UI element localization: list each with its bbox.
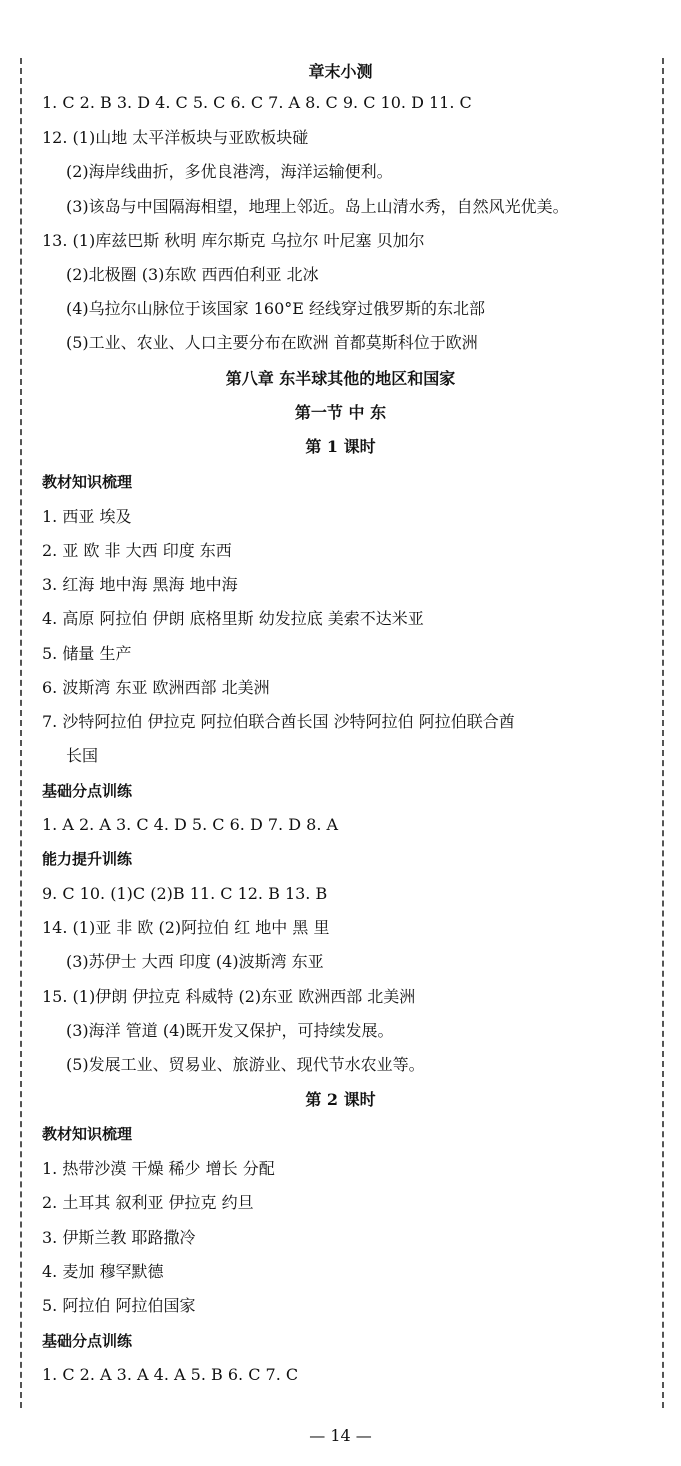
left-binding-line: [20, 58, 22, 1408]
lesson1-k4: 4. 高原 阿拉伯 伊朗 底格里斯 幼发拉底 美索不达米亚: [42, 609, 424, 628]
q13-part3: (4)乌拉尔山脉位于该国家 160°E 经线穿过俄罗斯的东北部: [66, 299, 486, 318]
answers-1-11: 1. C 2. B 3. D 4. C 5. C 6. C 7. A 8. C 9. C 10. D 11. C: [42, 93, 472, 112]
lesson2-title: 第 2 课时: [305, 1090, 376, 1109]
lesson1-heading-basic: 基础分点训练: [42, 782, 133, 800]
lesson1-k6: 6. 波斯湾 东亚 欧洲西部 北美洲: [42, 678, 270, 697]
lesson1-heading-textbook: 教材知识梳理: [42, 473, 133, 491]
section-title: 第一节 中 东: [294, 403, 387, 422]
lesson2-basic-answers: 1. C 2. A 3. A 4. A 5. B 6. C 7. C: [42, 1365, 299, 1384]
lesson1-k7a: 7. 沙特阿拉伯 伊拉克 阿拉伯联合酋长国 沙特阿拉伯 阿拉伯联合酋: [42, 712, 515, 731]
q15-part3: (5)发展工业、贸易业、旅游业、现代节水农业等。: [66, 1055, 425, 1074]
q14-part2: (3)苏伊士 大西 印度 (4)波斯湾 东亚: [66, 952, 324, 971]
lesson2-k5: 5. 阿拉伯 阿拉伯国家: [42, 1296, 196, 1315]
q15-part1: 15. (1)伊朗 伊拉克 科威特 (2)东亚 欧洲西部 北美洲: [42, 987, 416, 1006]
lesson2-heading-basic: 基础分点训练: [42, 1332, 133, 1350]
chapter-end-test-title: 章末小测: [308, 62, 373, 81]
lesson1-k5: 5. 储量 生产: [42, 644, 132, 663]
q15-part2: (3)海洋 管道 (4)既开发又保护，可持续发展。: [66, 1021, 394, 1040]
lesson1-basic-answers: 1. A 2. A 3. C 4. D 5. C 6. D 7. D 8. A: [42, 815, 339, 834]
chapter-title: 第八章 东半球其他的地区和国家: [225, 369, 456, 388]
lesson2-k2: 2. 土耳其 叙利亚 伊拉克 约旦: [42, 1193, 254, 1212]
lesson1-k2: 2. 亚 欧 非 大西 印度 东西: [42, 541, 232, 560]
q14-part1: 14. (1)亚 非 欧 (2)阿拉伯 红 地中 黑 里: [42, 918, 330, 937]
q12-part1: 12. (1)山地 太平洋板块与亚欧板块碰: [42, 128, 309, 147]
right-binding-line: [662, 58, 664, 1408]
q12-part3: (3)该岛与中国隔海相望，地理上邻近。岛上山清水秀，自然风光优美。: [66, 197, 569, 216]
lesson1-k1: 1. 西亚 埃及: [42, 507, 132, 526]
lesson1-k3: 3. 红海 地中海 黑海 地中海: [42, 575, 238, 594]
lesson1-k7b: 长国: [66, 746, 99, 765]
q13-part4: (5)工业、农业、人口主要分布在欧洲 首都莫斯科位于欧洲: [66, 333, 478, 352]
q13-part1: 13. (1)库兹巴斯 秋明 库尔斯克 乌拉尔 叶尼塞 贝加尔: [42, 231, 425, 250]
q13-part2: (2)北极圈 (3)东欧 西西伯利亚 北冰: [66, 265, 319, 284]
lesson1-title: 第 1 课时: [305, 437, 376, 456]
lesson1-heading-ability: 能力提升训练: [42, 850, 133, 868]
page-number: — 14 —: [309, 1426, 372, 1445]
lesson2-k1: 1. 热带沙漠 干燥 稀少 增长 分配: [42, 1159, 275, 1178]
lesson2-heading-textbook: 教材知识梳理: [42, 1125, 133, 1143]
lesson2-k3: 3. 伊斯兰教 耶路撒冷: [42, 1228, 196, 1247]
q12-part2: (2)海岸线曲折，多优良港湾，海洋运输便利。: [66, 162, 393, 181]
lesson1-ability-9-13: 9. C 10. (1)C (2)B 11. C 12. B 13. B: [42, 884, 328, 903]
lesson2-k4: 4. 麦加 穆罕默德: [42, 1262, 164, 1281]
